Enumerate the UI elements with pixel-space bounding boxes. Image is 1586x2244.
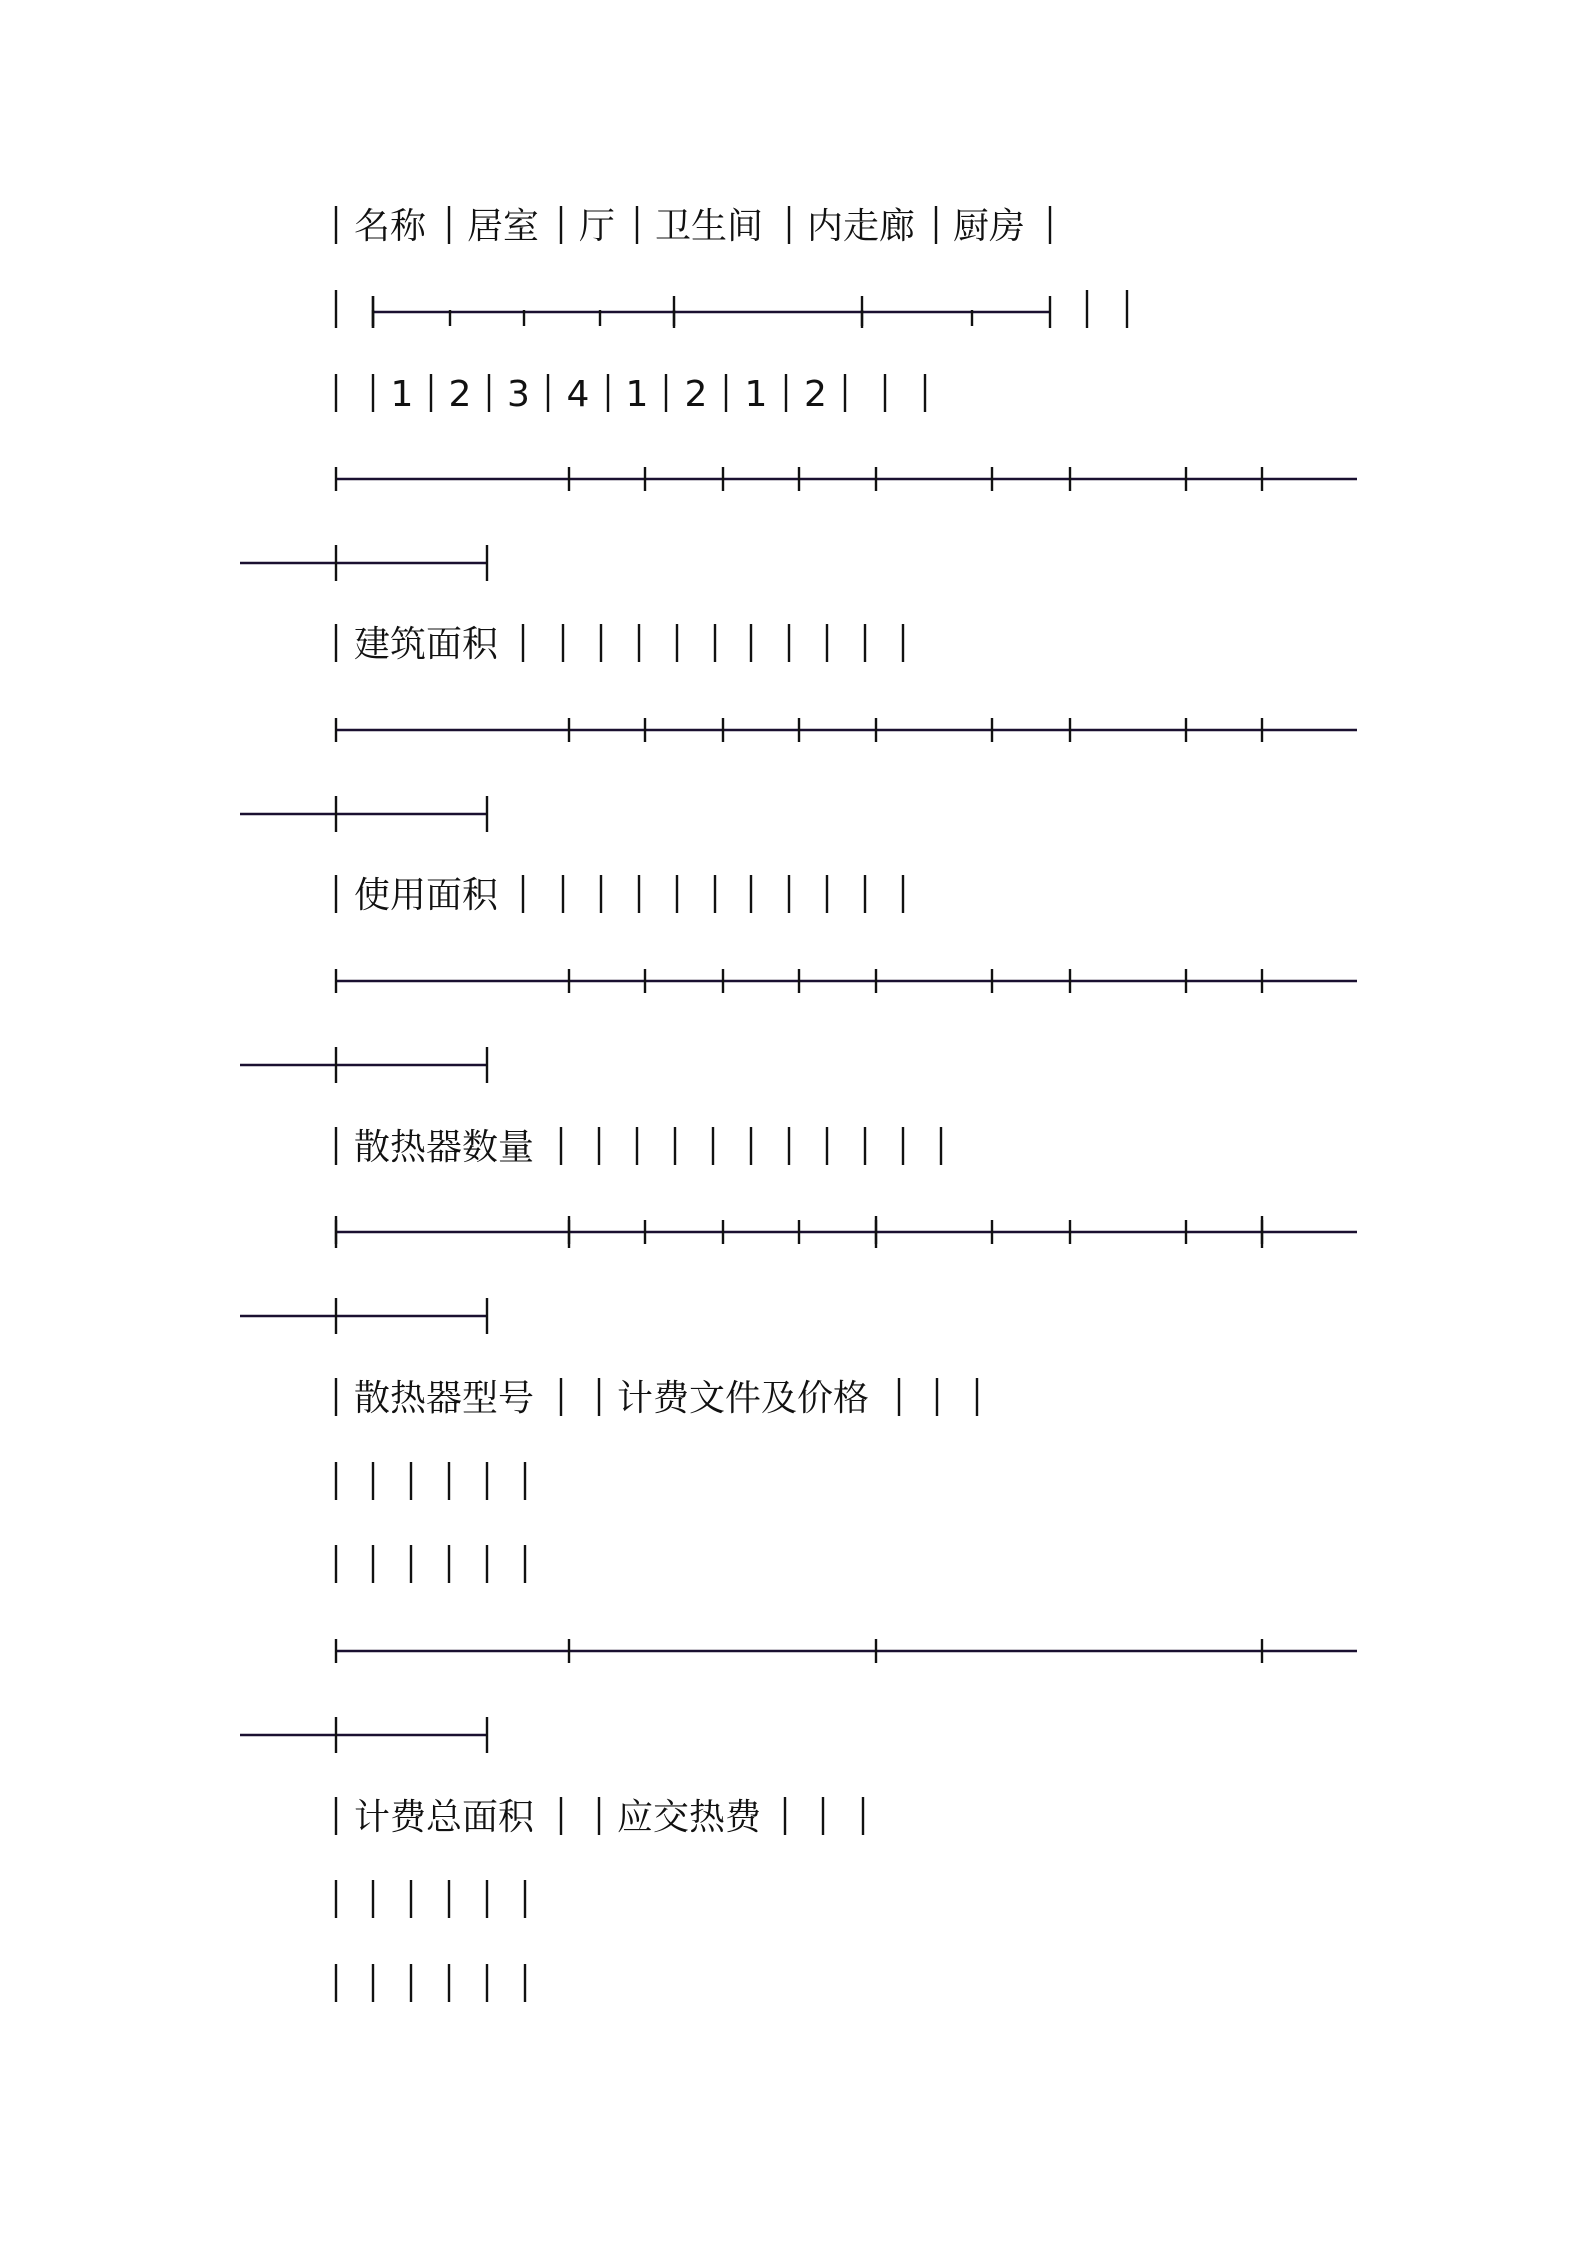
cell-text: 2 [804, 374, 827, 415]
table-lines [240, 206, 1357, 2002]
cell-text: 应交热费 [617, 1797, 762, 1838]
cell-text: 散热器数量 [354, 1127, 535, 1168]
cell-text: 内走廊 [807, 206, 916, 247]
cell-text: 散热器型号 [354, 1378, 535, 1419]
cell-text: 2 [684, 374, 708, 415]
cell-text: 名称 [354, 206, 427, 247]
cell-text: 计费总面积 [354, 1797, 535, 1838]
cell-text: 1 [390, 374, 414, 415]
cell-text: 4 [566, 374, 590, 415]
cell-text: 卫生间 [655, 206, 764, 247]
cell-text: 使用面积 [354, 875, 499, 916]
cell-text: 1 [744, 374, 768, 415]
cell-text: 厅 [579, 206, 616, 247]
cell-text: 1 [625, 374, 649, 415]
cell-text: 2 [448, 374, 472, 415]
cell-text: 3 [507, 374, 530, 415]
cell-text: 计费文件及价格 [617, 1378, 870, 1419]
cell-text: 居室 [467, 206, 540, 247]
cell-text: 建筑面积 [354, 624, 499, 665]
cell-text: 厨房 [953, 206, 1026, 247]
table-text [354, 206, 1025, 1838]
